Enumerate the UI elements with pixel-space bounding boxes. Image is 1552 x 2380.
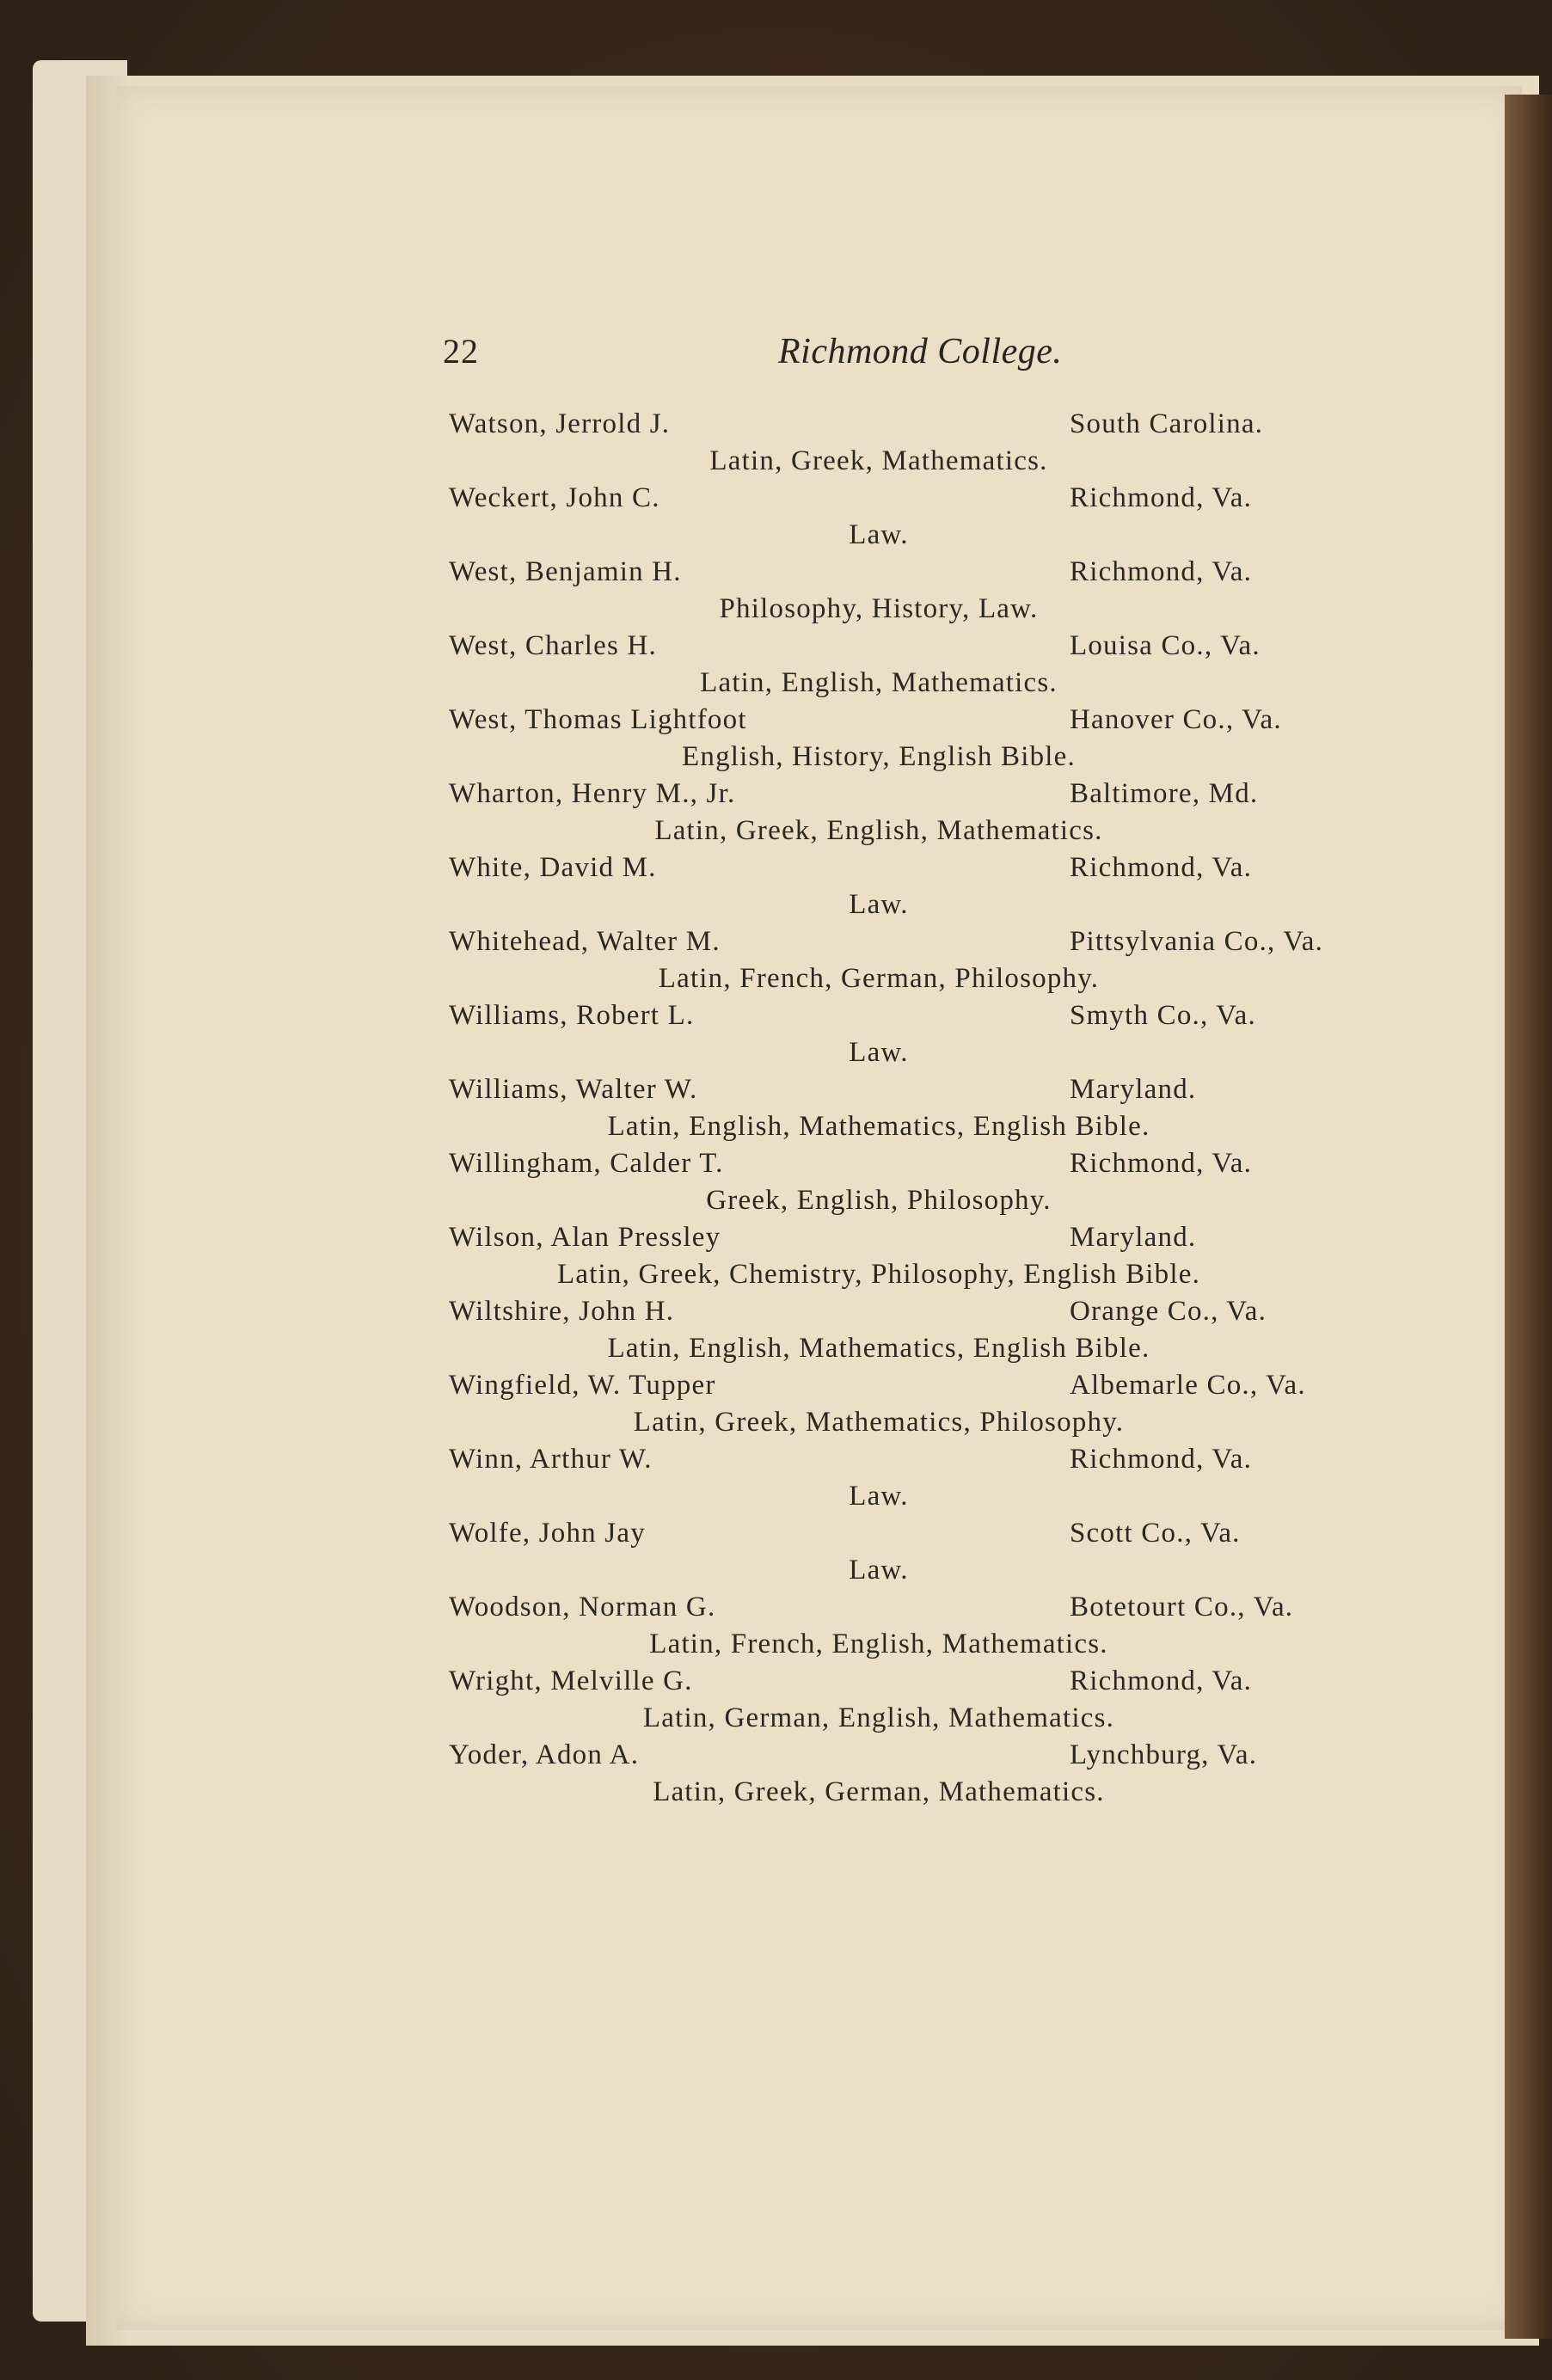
student-residence: Maryland. [1070,1074,1197,1105]
entry-name-line [449,776,1334,813]
entry-name-line [449,1737,1334,1774]
page-header [443,331,1303,383]
student-name: Wright, Melville G. [449,1665,693,1696]
student-subjects: Latin, French, English, Mathematics. [649,1629,1108,1659]
student-subjects: Latin, English, Mathematics. [700,667,1058,698]
student-name: West, Benjamin H. [449,556,682,587]
student-subjects: Greek, English, Philosophy. [706,1185,1052,1216]
student-entry [449,1219,1334,1293]
student-name: Williams, Walter W. [449,1074,698,1105]
student-entry [449,997,1334,1071]
student-residence: Maryland. [1070,1222,1197,1253]
student-entry [449,1071,1334,1145]
student-entry [449,1515,1334,1589]
student-subjects: English, History, English Bible. [682,741,1076,772]
student-subjects: Law. [849,1555,909,1586]
entry-name-line [449,1219,1334,1256]
student-residence: South Carolina. [1070,408,1264,439]
entry-name-line [449,480,1334,517]
student-subjects: Latin, Greek, English, Mathematics. [654,815,1103,846]
student-entry [449,1737,1334,1811]
student-entry [449,1293,1334,1367]
student-name: Wiltshire, John H. [449,1296,675,1327]
student-name: White, David M. [449,852,657,883]
page-number: 22 [443,332,479,371]
entry-name-line [449,702,1334,739]
student-subjects: Philosophy, History, Law. [719,593,1039,624]
entry-name-line [449,406,1334,443]
entry-name-line [449,997,1334,1034]
student-subjects: Latin, Greek, Mathematics, Philosophy. [633,1407,1125,1438]
entry-name-line [449,1145,1334,1182]
entry-name-line [449,850,1334,886]
student-list [449,406,1334,1811]
student-entry [449,554,1334,628]
entry-name-line [449,554,1334,591]
student-residence: Smyth Co., Va. [1070,1000,1256,1031]
student-subjects: Law. [849,889,909,920]
student-subjects: Law. [849,1481,909,1512]
student-entry [449,480,1334,554]
student-name: Yoder, Adon A. [449,1739,640,1770]
entry-name-line [449,1293,1334,1330]
student-name: Wingfield, W. Tupper [449,1370,716,1401]
student-residence: Hanover Co., Va. [1070,704,1282,735]
entry-name-line [449,628,1334,665]
running-title: Richmond College. [778,332,1063,371]
student-name: Wharton, Henry M., Jr. [449,778,736,809]
student-entry [449,406,1334,480]
student-name: West, Thomas Lightfoot [449,704,747,735]
student-subjects: Latin, English, Mathematics, English Bible. [607,1333,1150,1364]
student-name: Willingham, Calder T. [449,1148,724,1179]
student-residence: Botetourt Co., Va. [1070,1592,1294,1622]
student-name: Wolfe, John Jay [449,1518,646,1549]
student-name: Winn, Arthur W. [449,1444,653,1475]
student-residence: Richmond, Va. [1070,1444,1253,1475]
student-residence: Louisa Co., Va. [1070,630,1261,661]
entry-name-line [449,1663,1334,1700]
student-residence: Scott Co., Va. [1070,1518,1241,1549]
student-subjects: Latin, Greek, Chemistry, Philosophy, English Bible. [556,1259,1201,1290]
student-residence: Lynchburg, Va. [1070,1739,1258,1770]
student-residence: Richmond, Va. [1070,482,1253,513]
student-subjects: Law. [849,519,909,550]
student-subjects: Latin, German, English, Mathematics. [642,1702,1115,1733]
student-subjects: Latin, English, Mathematics, English Bible. [607,1111,1150,1142]
student-residence: Orange Co., Va. [1070,1296,1267,1327]
student-entry [449,1441,1334,1515]
entry-name-line [449,1367,1334,1404]
student-entry [449,1589,1334,1663]
student-name: Watson, Jerrold J. [449,408,671,439]
student-name: Weckert, John C. [449,482,660,513]
entry-name-line [449,923,1334,960]
student-entry [449,1663,1334,1737]
entry-name-line [449,1515,1334,1552]
student-residence: Albemarle Co., Va. [1070,1370,1306,1401]
entry-name-line [449,1589,1334,1626]
student-entry [449,850,1334,923]
student-entry [449,628,1334,702]
student-entry [449,702,1334,776]
student-name: Wilson, Alan Pressley [449,1222,721,1253]
student-residence: Richmond, Va. [1070,852,1253,883]
student-name: Williams, Robert L. [449,1000,695,1031]
entry-name-line [449,1441,1334,1478]
student-name: Whitehead, Walter M. [449,926,721,957]
student-residence: Richmond, Va. [1070,1665,1253,1696]
student-entry [449,1145,1334,1219]
student-residence: Baltimore, Md. [1070,778,1259,809]
student-subjects: Latin, French, German, Philosophy. [658,963,1100,994]
student-entry [449,923,1334,997]
student-name: West, Charles H. [449,630,657,661]
student-entry [449,776,1334,850]
entry-name-line [449,1071,1334,1108]
student-subjects: Latin, Greek, German, Mathematics. [653,1776,1105,1807]
student-residence: Pittsylvania Co., Va. [1070,926,1324,957]
student-subjects: Latin, Greek, Mathematics. [709,445,1048,476]
student-name: Woodson, Norman G. [449,1592,716,1622]
student-residence: Richmond, Va. [1070,556,1253,587]
student-residence: Richmond, Va. [1070,1148,1253,1179]
student-entry [449,1367,1334,1441]
student-subjects: Law. [849,1037,909,1068]
binding-shadow [1505,95,1552,2339]
